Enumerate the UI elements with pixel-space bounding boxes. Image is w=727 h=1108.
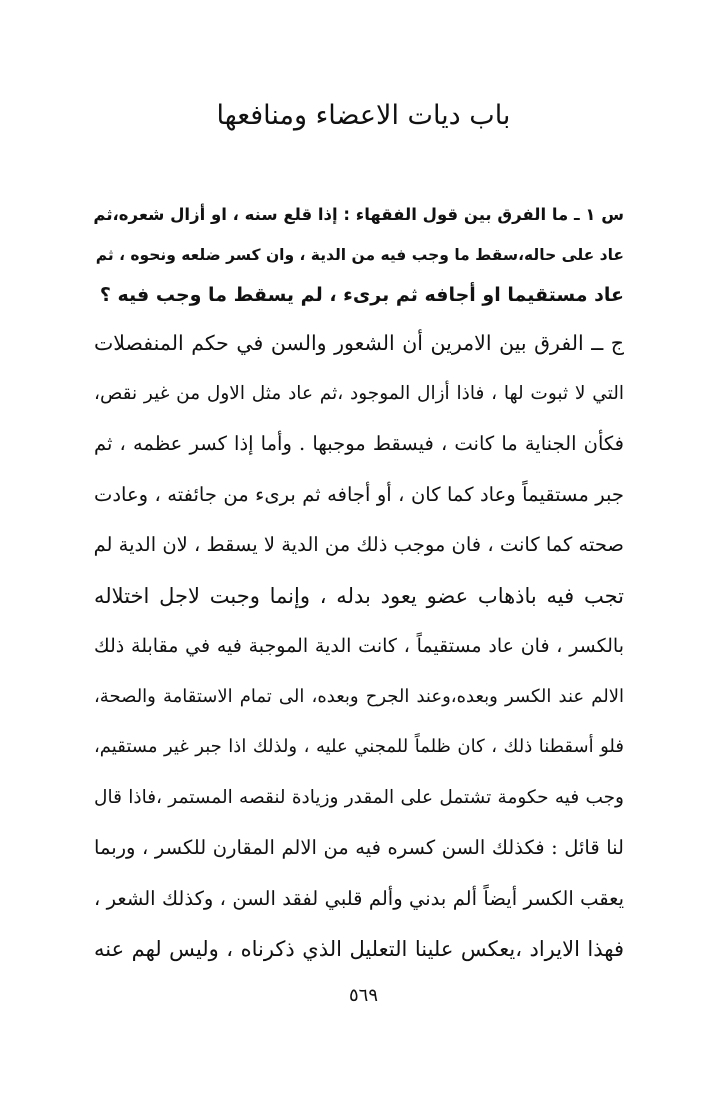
answer-line: يعقب الكسر أيضاً ألم بدني وألم قلبي لفقد السن ، وكذلك الشعر ، (94, 886, 624, 910)
question-line: عاد على حاله،سقط ما وجب فيه من الدية ، وان كسر ضلعه ونحوه ، ثم (95, 246, 624, 264)
answer-line: لنا قائل : فكذلك السن كسره فيه من الالم المقارن للكسر ، وربما (94, 836, 624, 859)
answer-line: جبر مستقيماً وعاد كما كان ، أو أجافه ثم برىء من جائفته ، وعادت (94, 482, 624, 506)
chapter-title: باب ديات الاعضاء ومنافعها (216, 100, 511, 131)
answer-line: فكأن الجناية ما كانت ، فيسقط موجبها . وأما إذا كسر عظمه ، ثم (94, 432, 624, 455)
question-line: عاد مستقيما او أجافه ثم برىء ، لم يسقط ما وجب فيه ؟ (99, 284, 624, 306)
answer-line: صحته كما كانت ، فان موجب ذلك من الدية لا يسقط ، لان الدية لم (93, 533, 624, 556)
answer-block (94, 318, 624, 975)
answer-line: فلو أسقطنا ذلك ، كان ظلماً للمجني عليه ، ولذلك اذا جبر غير مستقيم، (94, 736, 624, 757)
page-number: ٥٦٩ (348, 985, 378, 1006)
answer-line: فهذا الايراد ،يعكس علينا التعليل الذي ذكرناه ، وليس لهم عنه (94, 937, 624, 961)
question-line: س ١ ـ ما الفرق بين قول الفقهاء : إذا قلع سنه ، او أزال شعره،ثم (93, 205, 624, 224)
answer-line: تجب فيه باذهاب عضو يعود بدله ، وإنما وجبت لاجل اختلاله (94, 583, 624, 608)
answer-line: بالكسر ، فان عاد مستقيماً ، كانت الدية الموجبة فيه في مقابلة ذلك (94, 635, 624, 657)
question-block (84, 195, 624, 315)
answer-line: الالم عند الكسر وبعده،وعند الجرح وبعده، الى تمام الاستقامة والصحة، (94, 685, 624, 707)
answer-line: التي لا ثبوت لها ، فاذا أزال الموجود ،ثم عاد مثل الاول من غير نقص، (94, 382, 624, 404)
answer-line: وجب فيه حكومة تشتمل على المقدر وزيادة لنقصه المستمر ،فاذا قال (94, 786, 624, 808)
answer-line: ج ــ الفرق بين الامرين أن الشعور والسن في حكم المنفصلات (94, 331, 624, 355)
